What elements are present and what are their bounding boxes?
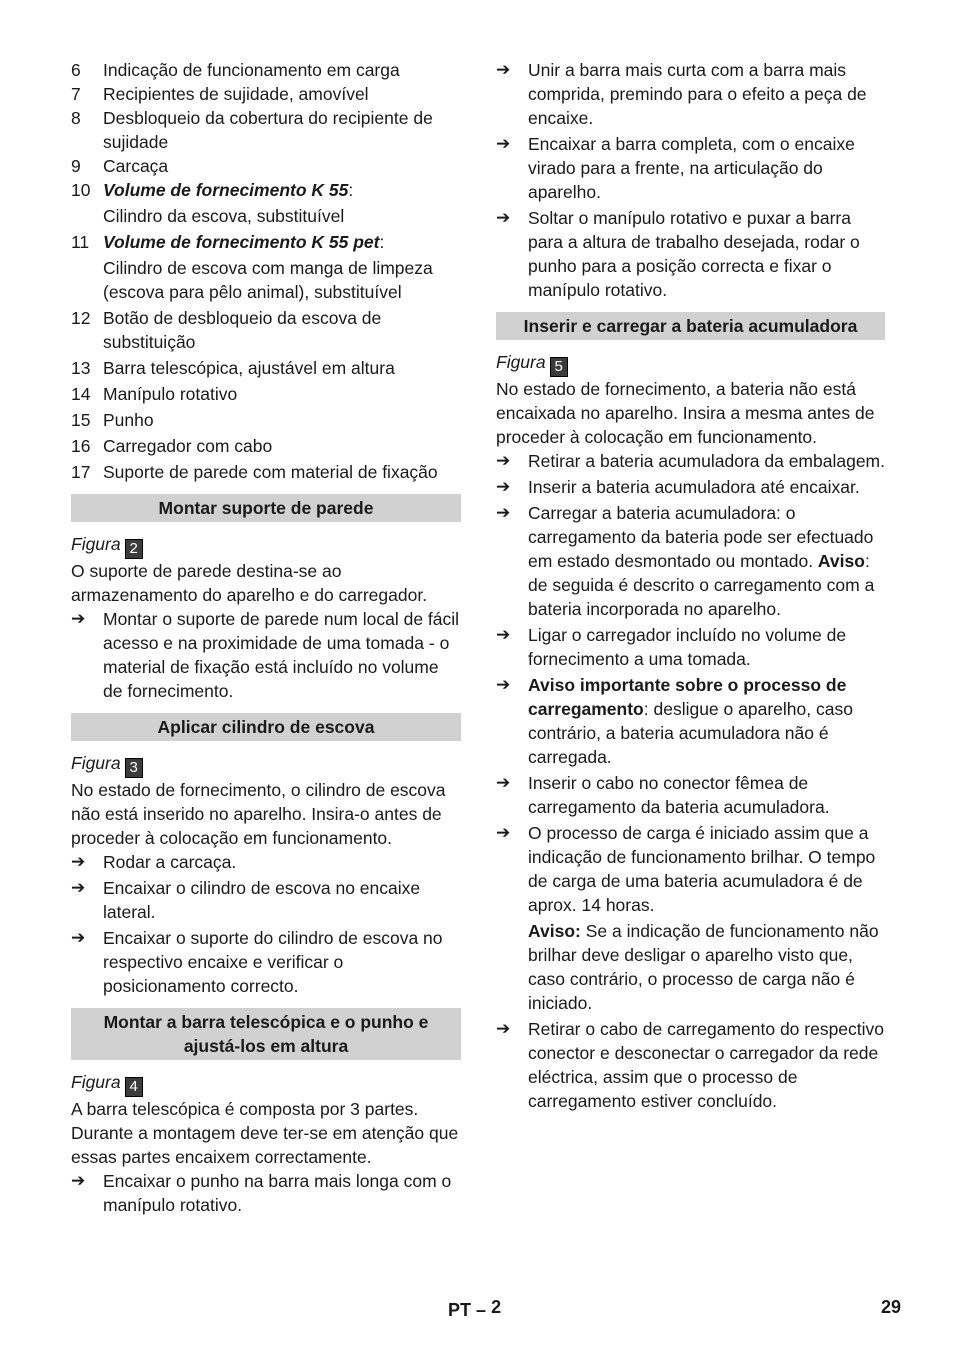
- arrow-right-icon: ➔: [71, 928, 86, 947]
- figure-ref: Figura 4: [71, 1070, 461, 1097]
- section-heading-battery: Inserir e carregar a bateria acumuladora: [496, 312, 885, 340]
- arrow-right-icon: ➔: [496, 477, 511, 496]
- list-item: 17 Suporte de parede com material de fixação: [71, 462, 438, 482]
- step: ➔ Encaixar a barra completa, com o encaixe virado para a frente, na articulação do aparelho.: [496, 134, 855, 202]
- list-item: 8 Desbloqueio da cobertura do recipiente de sujidade: [71, 108, 433, 152]
- arrow-right-icon: ➔: [496, 503, 511, 522]
- list-item: 11 Volume de fornecimento K 55 pet:: [71, 232, 385, 252]
- step: ➔ Soltar o manípulo rotativo e puxar a barra para a altura de trabalho desejada, rodar o punho para a posição correcta e fixar o manípulo rotativo.: [496, 208, 860, 300]
- figure-ref: Figura 5: [496, 350, 885, 377]
- parts-list: [71, 58, 461, 484]
- list-item: 6 Indicação de funcionamento em carga: [71, 60, 400, 80]
- left-column: [71, 58, 461, 1217]
- step: ➔ Carregar a bateria acumuladora: o carregamento da bateria pode ser efectuado em estado desmontado ou montado. Aviso: de seguida é descrito o carregamento com a bateria incorporada no aparelho.: [496, 503, 875, 619]
- paragraph: No estado de fornecimento, o cilindro de escova não está inserido no aparelho. Insira-o antes de proceder à colocação em funcionamento.: [71, 780, 446, 848]
- step: ➔ Rodar a carcaça.: [71, 852, 237, 872]
- figure-number-icon: 3: [125, 758, 143, 778]
- figure-ref: Figura 2: [71, 532, 461, 559]
- figure-number-icon: 5: [550, 357, 568, 377]
- step: ➔ O processo de carga é iniciado assim que a indicação de funcionamento brilhar. O tempo de carga de uma bateria acumuladora é de aprox. 14 horas.: [496, 823, 876, 915]
- arrow-right-icon: ➔: [496, 675, 511, 694]
- step: ➔ Encaixar o cilindro de escova no encaixe lateral.: [71, 878, 421, 922]
- arrow-right-icon: ➔: [496, 60, 511, 79]
- arrow-right-icon: ➔: [496, 823, 511, 842]
- paragraph: No estado de fornecimento, a bateria não está encaixada no aparelho. Insira a mesma antes de proceder à colocação em funcionamento.: [496, 379, 875, 447]
- arrow-right-icon: ➔: [496, 773, 511, 792]
- list-item-sub: Cilindro da escova, substituível: [103, 206, 345, 226]
- list-item: 7 Recipientes de sujidade, amovível: [71, 84, 369, 104]
- note: Aviso: Se a indicação de funcionamento não brilhar deve desligar o aparelho visto que, caso contrário, o processo de carga não é iniciado.: [528, 921, 879, 1013]
- figure-ref: Figura 3: [71, 751, 461, 778]
- step: ➔ Retirar o cabo de carregamento do respectivo conector e desconectar o carregador da rede eléctrica, assim que o processo de carregamento estiver concluído.: [496, 1019, 885, 1111]
- step: ➔ Aviso importante sobre o processo de carregamento: desligue o aparelho, caso contrário, a bateria acumuladora não é carregada.: [496, 675, 853, 767]
- arrow-right-icon: ➔: [496, 625, 511, 644]
- figure-number-icon: 4: [125, 1077, 143, 1097]
- arrow-right-icon: ➔: [496, 208, 511, 227]
- step: ➔ Encaixar o punho na barra mais longa com o manípulo rotativo.: [71, 1171, 452, 1215]
- list-item-sub: Cilindro de escova com manga de limpeza (escova para pêlo animal), substituível: [103, 258, 433, 302]
- arrow-right-icon: ➔: [496, 451, 511, 470]
- arrow-right-icon: ➔: [496, 134, 511, 153]
- section-heading-wall-mount: Montar suporte de parede: [71, 494, 461, 522]
- section-heading-brush-roller: Aplicar cilindro de escova: [71, 713, 461, 741]
- figure-number-icon: 2: [125, 539, 143, 559]
- section-heading-telescopic-bar: Montar a barra telescópica e o punho e ajustá-los em altura: [71, 1008, 461, 1060]
- step: ➔ Inserir o cabo no conector fêmea de carregamento da bateria acumuladora.: [496, 773, 830, 817]
- step: ➔ Inserir a bateria acumuladora até encaixar.: [496, 477, 860, 497]
- arrow-right-icon: ➔: [71, 609, 86, 628]
- list-item: 9 Carcaça: [71, 156, 169, 176]
- arrow-right-icon: ➔: [496, 1019, 511, 1038]
- right-column: [496, 58, 885, 1113]
- list-item: 15 Punho: [71, 410, 154, 430]
- footer-language: PT – 2: [448, 1297, 502, 1320]
- page-number: 29: [881, 1297, 902, 1317]
- paragraph: O suporte de parede destina-se ao armazenamento do aparelho e do carregador.: [71, 561, 428, 605]
- step: ➔ Montar o suporte de parede num local de fácil acesso e na proximidade de uma tomada - o material de fixação está incluído no volume de fornecimento.: [71, 609, 460, 701]
- arrow-right-icon: ➔: [71, 852, 86, 871]
- step: ➔ Unir a barra mais curta com a barra mais comprida, premindo para o efeito a peça de encaixe.: [496, 60, 867, 128]
- arrow-right-icon: ➔: [71, 1171, 86, 1190]
- step: ➔ Retirar a bateria acumuladora da embalagem.: [496, 451, 885, 471]
- step: ➔ Encaixar o suporte do cilindro de escova no respectivo encaixe e verificar o posicionamento correcto.: [71, 928, 443, 996]
- list-item: 16 Carregador com cabo: [71, 436, 273, 456]
- arrow-right-icon: ➔: [71, 878, 86, 897]
- list-item: 10 Volume de fornecimento K 55:: [71, 180, 354, 200]
- list-item: 14 Manípulo rotativo: [71, 384, 238, 404]
- list-item: 12 Botão de desbloqueio da escova de substituição: [71, 308, 382, 352]
- step: ➔ Ligar o carregador incluído no volume de fornecimento a uma tomada.: [496, 625, 847, 669]
- list-item: 13 Barra telescópica, ajustável em altura: [71, 358, 395, 378]
- paragraph: A barra telescópica é composta por 3 partes. Durante a montagem deve ter-se em atenção que essas partes encaixem correctamente.: [71, 1099, 459, 1167]
